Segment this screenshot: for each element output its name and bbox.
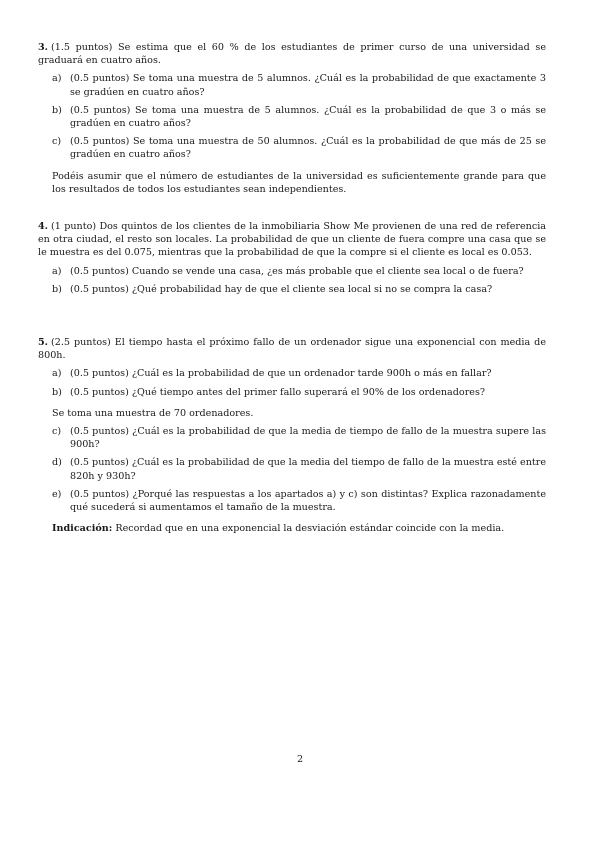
subquestion-text: (0.5 puntos) Cuando se vende una casa, ¿es más probable que el cliente sea local o de fuera? [70,265,524,277]
problem-3 [38,41,546,196]
subquestion-d [38,456,546,482]
hint [38,522,546,535]
subquestion-label: b) [52,283,62,295]
subquestion-text: (0.5 puntos) Se toma una muestra de 5 alumnos. ¿Cuál es la probabilidad de que 3 o más se gradúen en cuatro años? [70,104,546,130]
subquestion-label: b) [52,386,62,398]
subquestion-label: a) [52,368,62,380]
page-number: 2 [296,754,304,765]
subquestion-text: (0.5 puntos) ¿Qué tiempo antes del primer fallo superará el 90% de los ordenadores? [70,386,486,398]
subquestion-list [38,425,546,514]
sample-statement: Se toma una muestra de 70 ordenadores. [52,407,254,419]
subquestion-label: a) [52,73,62,85]
subquestion-a [38,367,546,380]
subquestion-text: (0.5 puntos) Se toma una muestra de 5 alumnos. ¿Cuál es la probabilidad de que exactamente 3 se gradúen en cuatro años? [70,73,546,98]
subquestion-text: (0.5 puntos) ¿Qué probabilidad hay de que el cliente sea local si no se compra la casa? [70,283,493,295]
problem-number: 3. [38,42,49,53]
hint-text: Recordad que en una exponencial la desviación estándar coincide con la media. [115,523,505,535]
problem-statement: (1 punto) Dos quintos de los clientes de la inmobiliaria Show Me provienen de una red de referencia en otra ciudad, el resto son locales. La probabilidad de que un cliente de fuera compre una casa que se le muestra es del 0.075, mientras que la probabilidad de que la compre si el cliente es local es 0.053. [38,221,546,259]
subquestion-b [38,283,546,296]
subquestion-label: c) [52,426,62,438]
problem-statement: (1.5 puntos) Se estima que el 60 % de los estudiantes de primer curso de una universidad se graduará en cuatro años. [38,42,546,67]
subquestion-c [38,425,546,451]
hint-label: Indicación: [52,523,113,535]
subquestion-label: a) [52,265,62,277]
subquestion-list [38,265,546,296]
subquestion-b [38,386,546,399]
problem-number: 5. [38,337,49,348]
subquestion-label: d) [52,457,62,469]
subquestion-a [38,265,546,278]
problem-4 [38,220,546,301]
subquestion-c [38,135,546,161]
problem-5 [38,336,546,535]
problem-5-intro [38,336,546,362]
subquestion-list [38,72,546,161]
subquestion-text: (0.5 puntos) ¿Cuál es la probabilidad de que un ordenador tarde 900h o más en fallar? [70,368,492,380]
subquestion-label: e) [52,488,62,500]
problem-4-intro [38,220,546,260]
subquestion-text: (0.5 puntos) ¿Cuál es la probabilidad de que la media del tiempo de fallo de la muestra esté entre 820h y 930h? [70,457,546,482]
problem-note: Podéis asumir que el número de estudiantes de la universidad es suficientemente grande para que los resultados de todos los estudiantes sean independientes. [52,170,546,195]
subquestion-e [38,488,546,514]
subquestion-b [38,104,546,130]
problem-3-intro [38,41,546,67]
subquestion-text: (0.5 puntos) ¿Porqué las respuestas a los apartados a) y c) son distintas? Explica razonadamente qué sucederá si aumentamos el tamaño de la muestra. [70,488,546,514]
subquestion-label: b) [52,104,62,116]
problem-number: 4. [38,221,49,232]
problem-statement: (2.5 puntos) El tiempo hasta el próximo fallo de un ordenador sigue una exponencial con media de 800h. [38,337,546,362]
subquestion-a [38,72,546,98]
subquestion-list [38,367,546,398]
subquestion-text: (0.5 puntos) Se toma una muestra de 50 alumnos. ¿Cuál es la probabilidad de que más de 25 se gradúen en cuatro años? [70,136,546,161]
subquestion-text: (0.5 puntos) ¿Cuál es la probabilidad de que la media de tiempo de fallo de la muestra supere las 900h? [70,426,546,451]
subquestion-label: c) [52,136,62,148]
